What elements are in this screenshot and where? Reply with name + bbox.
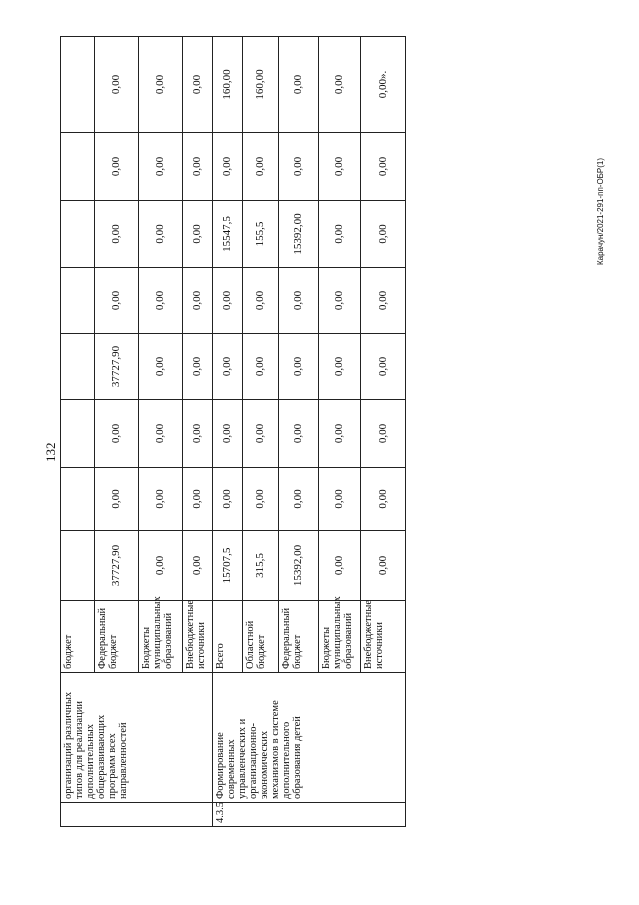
value-cell: [279, 133, 319, 201]
value-text: 0,00: [191, 555, 203, 576]
value-text: 0,00: [191, 74, 203, 95]
value-text: 0,00: [191, 224, 203, 244]
value-text: 0,00: [221, 156, 233, 177]
row-number-cell: [61, 803, 213, 827]
value-cell: [213, 400, 243, 468]
value-cell: [319, 334, 361, 400]
value-text: 0,00: [154, 74, 166, 95]
row-number-cell: 4.3.5: [213, 803, 406, 827]
value-text: 0,00: [333, 423, 345, 444]
value-text: 0,00: [333, 356, 345, 377]
value-text: 315,5: [254, 553, 266, 578]
value-cell: [95, 133, 139, 201]
value-cell: [213, 334, 243, 400]
value-text: 0,00: [376, 356, 389, 377]
value-cell: [361, 201, 406, 268]
value-text: 160,00: [254, 69, 266, 100]
value-cell: [319, 400, 361, 468]
value-text: 0,00: [254, 290, 266, 311]
value-cell: [319, 468, 361, 531]
value-cell: [95, 37, 139, 133]
value-text: 0,00: [292, 423, 304, 444]
value-text: 15707,5: [221, 547, 233, 584]
value-cell: [61, 133, 95, 201]
value-text: 0,00: [191, 290, 203, 311]
funding-source-cell: Внебюджетные источники: [183, 601, 213, 673]
funding-source-cell: Внебюджетные источники: [361, 601, 406, 673]
value-cell: [61, 37, 95, 133]
value-text: 15547,5: [221, 216, 233, 252]
value-cell: [213, 531, 243, 601]
budget-table: [60, 36, 406, 827]
footer-note: Карачун/2021-291-пп-ОБР(1): [596, 157, 605, 265]
value-text: 0,00: [376, 489, 389, 509]
value-text: 0,00: [333, 489, 345, 509]
value-text: 0,00: [333, 555, 345, 576]
value-cell: [279, 400, 319, 468]
value-cell: [139, 37, 183, 133]
value-text: 0,00: [333, 224, 345, 244]
value-text: 0,00: [221, 356, 233, 377]
value-cell: [243, 531, 279, 601]
value-text: 0,00: [110, 224, 122, 244]
value-text: 0,00: [154, 555, 166, 576]
value-text: 0,00: [292, 74, 304, 95]
value-cell: [183, 201, 213, 268]
value-text: 0,00: [292, 290, 304, 311]
value-cell: [319, 531, 361, 601]
value-cell: [61, 268, 95, 334]
value-cell: [139, 133, 183, 201]
value-cell: [213, 37, 243, 133]
value-text: 0,00: [254, 423, 266, 444]
value-text: 0,00: [154, 224, 166, 244]
value-cell: [319, 133, 361, 201]
value-cell: [361, 133, 406, 201]
value-text: 0,00: [221, 423, 233, 444]
value-text: 0,00: [110, 74, 122, 95]
activity-cell: Формирование современных управленческих и организационно-экономических механизмов в системе дополнительного образования детей: [213, 673, 406, 803]
value-text: 155,5: [254, 221, 266, 247]
value-cell: [139, 531, 183, 601]
value-text: 0,00: [376, 224, 389, 244]
value-text: 160,00: [221, 69, 233, 100]
value-cell: [243, 37, 279, 133]
value-cell: [183, 268, 213, 334]
value-cell: [243, 201, 279, 268]
value-text: 37727,90: [110, 544, 122, 587]
value-cell: [243, 268, 279, 334]
value-text: 0,00: [154, 423, 166, 444]
value-cell: [183, 334, 213, 400]
funding-source-cell: Федеральный бюджет: [279, 601, 319, 673]
funding-source-cell: Всего: [213, 601, 243, 673]
value-cell: [95, 334, 139, 400]
value-cell: [361, 531, 406, 601]
value-cell: [139, 201, 183, 268]
value-text: 0,00: [110, 290, 122, 311]
page-number: 132: [43, 442, 58, 462]
value-text: 37727,90: [110, 345, 122, 388]
value-text: 0,00: [191, 423, 203, 444]
value-cell: [139, 268, 183, 334]
value-cell: [61, 531, 95, 601]
value-text: 15392,00: [292, 213, 304, 255]
value-cell: [95, 268, 139, 334]
value-text: 0,00: [254, 356, 266, 377]
value-cell: [61, 468, 95, 531]
value-cell: [279, 468, 319, 531]
value-cell: [183, 37, 213, 133]
value-cell: [361, 268, 406, 334]
value-text: 0,00: [191, 356, 203, 377]
value-cell: [61, 334, 95, 400]
value-cell: [139, 400, 183, 468]
value-text: 0,00: [154, 290, 166, 311]
value-text: 0,00: [376, 423, 389, 444]
value-cell: [243, 400, 279, 468]
funding-source-cell: Федеральный бюджет: [95, 601, 139, 673]
value-cell: [95, 531, 139, 601]
value-cell: [361, 400, 406, 468]
value-text: 0,00: [376, 555, 389, 576]
value-text: 0,00: [254, 489, 266, 509]
value-cell: [183, 133, 213, 201]
value-cell: [279, 37, 319, 133]
value-cell: [319, 268, 361, 334]
value-cell: [213, 201, 243, 268]
value-text: 15392,00: [292, 544, 304, 587]
value-cell: [243, 133, 279, 201]
value-text: 0,00: [154, 489, 166, 509]
value-cell: [61, 400, 95, 468]
value-cell: [183, 468, 213, 531]
value-cell: [361, 334, 406, 400]
value-cell: [243, 468, 279, 531]
value-cell: [279, 268, 319, 334]
value-cell: [319, 201, 361, 268]
value-text: 0,00: [154, 156, 166, 177]
value-cell: [95, 201, 139, 268]
value-cell: [319, 37, 361, 133]
value-cell: [95, 468, 139, 531]
value-text: 0,00: [376, 156, 389, 177]
funding-source-cell: Бюджеты муниципальных образований: [139, 601, 183, 673]
value-cell: [61, 201, 95, 268]
value-text: 0,00: [333, 156, 345, 177]
value-text: 0,00: [110, 156, 122, 177]
value-text: 0,00: [292, 356, 304, 377]
funding-source-cell: бюджет: [61, 601, 95, 673]
value-cell: [183, 531, 213, 601]
funding-source-cell: Бюджеты муниципальных образований: [319, 601, 361, 673]
value-cell: [213, 268, 243, 334]
value-text: 0,00: [221, 489, 233, 509]
value-cell: [183, 400, 213, 468]
value-text: 0,00: [221, 290, 233, 311]
value-text: 0,00: [292, 489, 304, 509]
value-text: 0,00: [191, 489, 203, 509]
value-text: 0,00: [254, 156, 266, 177]
value-text: 0,00: [333, 290, 345, 311]
table-row: [61, 37, 95, 827]
value-cell: [213, 468, 243, 531]
value-text: 0,00: [333, 74, 345, 95]
value-text: 0,00: [191, 156, 203, 177]
value-cell: [213, 133, 243, 201]
value-text: 0,00: [292, 156, 304, 177]
value-cell: [361, 468, 406, 531]
funding-source-cell: Областной бюджет: [243, 601, 279, 673]
value-cell: [139, 334, 183, 400]
value-cell: [279, 334, 319, 400]
value-text: 0,00: [110, 489, 122, 509]
value-text: 0,00: [154, 356, 166, 377]
value-cell: [279, 531, 319, 601]
value-text: 0,00: [376, 290, 389, 311]
value-text: 0,00: [110, 423, 122, 444]
value-cell: [139, 468, 183, 531]
value-text: 0,00».: [376, 70, 389, 99]
value-cell: [243, 334, 279, 400]
value-cell: [361, 37, 406, 133]
value-cell: [95, 400, 139, 468]
table-row: [213, 37, 243, 827]
activity-cell: организаций различных типов для реализации дополнительных общеразвивающих программ всех направленностей: [61, 673, 213, 803]
value-cell: [279, 201, 319, 268]
